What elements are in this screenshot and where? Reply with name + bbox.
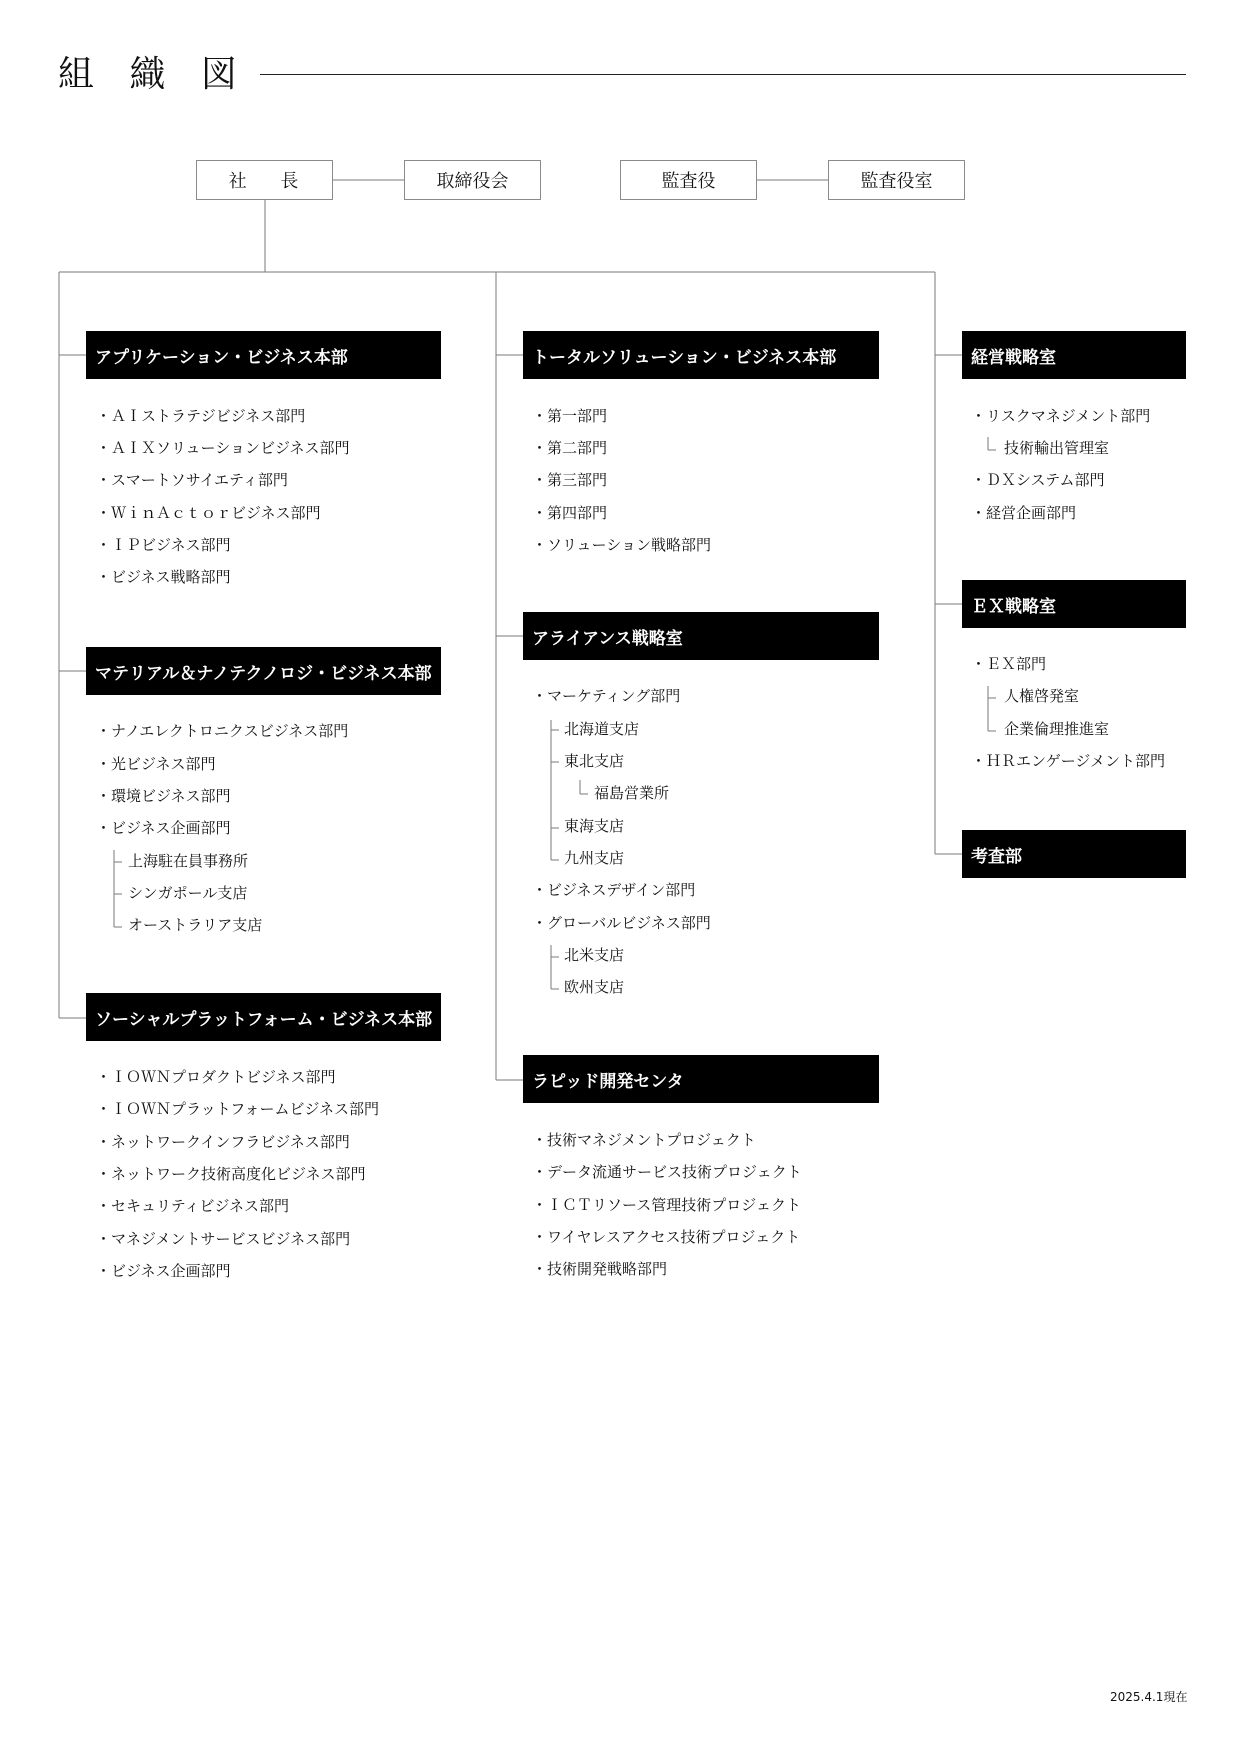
sub-item: 上海駐在員事務所 <box>128 852 249 870</box>
list-item: ・ネットワーク技術高度化ビジネス部門 <box>96 1165 366 1183</box>
list-item: ・マーケティング部門 <box>532 687 681 705</box>
sub-item: 東海支店 <box>564 817 625 835</box>
hq-alliance-strategy: アライアンス戦略室 <box>523 612 879 660</box>
list-item: ・ソリューション戦略部門 <box>532 536 711 554</box>
list-item: ・データ流通サービス技術プロジェクト <box>532 1163 802 1181</box>
list-item: ・光ビジネス部門 <box>96 755 216 773</box>
hq-rapid-dev-center: ラピッド開発センタ <box>523 1055 879 1103</box>
page-title: 組 織 図 <box>58 54 249 95</box>
list-item: ・第四部門 <box>532 504 608 522</box>
list-item: ・第三部門 <box>532 471 608 489</box>
list-item: ・リスクマネジメント部門 <box>971 407 1151 425</box>
auditor-box: 監査役 <box>620 160 757 200</box>
sub-item: 北米支店 <box>564 946 625 964</box>
list-item: ・スマートソサイエティ部門 <box>96 471 288 489</box>
list-item: ・第一部門 <box>532 407 608 425</box>
hq-social-platform: ソーシャルプラットフォーム・ビジネス本部 <box>86 993 441 1041</box>
hq-total-solution: トータルソリューション・ビジネス本部 <box>523 331 879 379</box>
as-of-date: 2025.4.1現在 <box>1110 1690 1188 1704</box>
hq-application: アプリケーション・ビジネス本部 <box>86 331 441 379</box>
sub-item: 企業倫理推進室 <box>1004 720 1110 738</box>
list-item: ・ビジネスデザイン部門 <box>532 881 696 899</box>
list-item: ・技術マネジメントプロジェクト <box>532 1131 756 1149</box>
auditor-office-box: 監査役室 <box>828 160 965 200</box>
list-item: ・ＤＸシステム部門 <box>971 471 1105 489</box>
list-item: ・ビジネス企画部門 <box>96 819 231 837</box>
sub-item: 東北支店 <box>564 752 625 770</box>
list-item: ・ＡＩＸソリューションビジネス部門 <box>96 439 350 457</box>
list-item: ・ナノエレクトロニクスビジネス部門 <box>96 722 349 740</box>
president-box: 社 長 <box>196 160 333 200</box>
list-item: ・ビジネス企画部門 <box>96 1262 231 1280</box>
list-item: ・ＷｉｎＡｃｔｏｒビジネス部門 <box>96 504 321 522</box>
hq-audit: 考査部 <box>962 830 1186 878</box>
sub-item: 人権啓発室 <box>1004 687 1080 705</box>
sub-item: オーストラリア支店 <box>128 916 263 934</box>
list-item: ・ＩＯＷＮプラットフォームビジネス部門 <box>96 1100 380 1118</box>
list-item: ・グローバルビジネス部門 <box>532 914 711 932</box>
list-item: ・ネットワークインフラビジネス部門 <box>96 1133 350 1151</box>
sub-item: 技術輸出管理室 <box>1004 439 1110 457</box>
list-item: ・経営企画部門 <box>971 504 1077 522</box>
sub-item: シンガポール支店 <box>128 884 248 902</box>
list-item: ・ＩＣＴリソース管理技術プロジェクト <box>532 1196 801 1214</box>
list-item: ・ＩＰビジネス部門 <box>96 536 231 554</box>
list-item: ・セキュリティビジネス部門 <box>96 1197 290 1215</box>
sub-sub-item: 福島営業所 <box>594 784 670 802</box>
list-item: ・技術開発戦略部門 <box>532 1260 668 1278</box>
list-item: ・ワイヤレスアクセス技術プロジェクト <box>532 1228 801 1246</box>
list-item: ・ビジネス戦略部門 <box>96 568 231 586</box>
list-item: ・ＩＯＷＮプロダクトビジネス部門 <box>96 1068 336 1086</box>
hq-material-nano: マテリアル＆ナノテクノロジ・ビジネス本部 <box>86 647 441 695</box>
sub-item: 欧州支店 <box>564 978 625 996</box>
list-item: ・マネジメントサービスビジネス部門 <box>96 1230 351 1248</box>
list-item: ・ＥＸ部門 <box>971 655 1047 673</box>
list-item: ・第二部門 <box>532 439 608 457</box>
board-box: 取締役会 <box>404 160 541 200</box>
sub-item: 九州支店 <box>564 849 625 867</box>
hq-ex-strategy: ＥＸ戦略室 <box>962 580 1186 628</box>
list-item: ・環境ビジネス部門 <box>96 787 231 805</box>
list-item: ・ＡＩストラテジビジネス部門 <box>96 407 306 425</box>
list-item: ・ＨＲエンゲージメント部門 <box>971 752 1165 770</box>
sub-item: 北海道支店 <box>564 720 640 738</box>
hq-corporate-strategy: 経営戦略室 <box>962 331 1186 379</box>
